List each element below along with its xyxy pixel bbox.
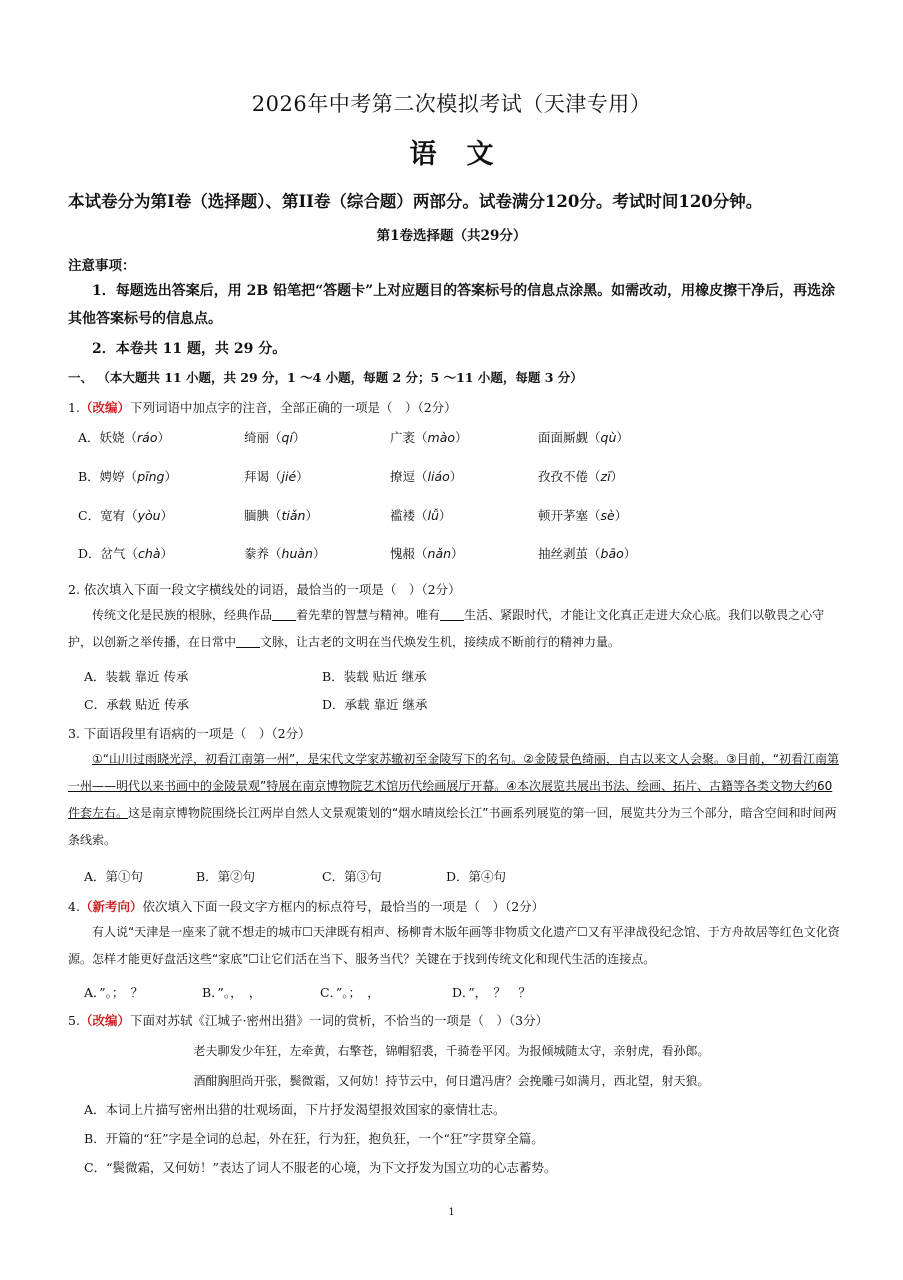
question-5-option-a: A．本词上片描写密州出猎的壮观场面，下片抒发渴望报效国家的豪情壮志。: [84, 1102, 506, 1117]
question-4-stem: 4.（新考向）依次填入下面一段文字方框内的标点符号，最恰当的一项是（ ）（2分）: [68, 899, 545, 914]
question-1-option-d-word-2: 豢养（huàn）: [244, 546, 326, 561]
question-1-option-d-word-1: D．岔气（chà）: [78, 546, 174, 561]
question-1-option-c-word-3: 褴褛（lǚ）: [390, 508, 452, 523]
question-2-option-a: A．装载 靠近 传承: [84, 669, 189, 684]
question-2-stem: 2. 依次填入下面一段文字横线处的词语，最恰当的一项是（ ）（2分）: [68, 582, 461, 597]
exam-intro: 本试卷分为第Ⅰ卷（选择题）、第II卷（综合题）两部分。试卷满分120分。考试时间120分钟。: [68, 192, 763, 211]
question-3-option-b: B．第②句: [196, 869, 256, 884]
pinyin: chà: [138, 546, 161, 561]
question-1-option-a-word-4: 面面厮觑（qù）: [538, 430, 629, 445]
question-3-stem: 3. 下面语段里有语病的一项是（ ）（2分）: [68, 726, 311, 741]
notes-heading: 注意事项：: [68, 258, 136, 274]
pinyin: qù: [600, 430, 617, 445]
question-1-option-c-word-4: 顿开茅塞（sè）: [538, 508, 628, 523]
pinyin: qí: [281, 430, 293, 445]
pinyin: jié: [281, 469, 297, 484]
pinyin: mào: [427, 430, 455, 445]
question-1-option-d-word-3: 愧赧（nǎn）: [390, 546, 464, 561]
question-3-option-a: A．第①句: [84, 869, 144, 884]
pinyin: yòu: [137, 508, 161, 523]
pinyin: ráo: [137, 430, 158, 445]
pinyin: lǚ: [427, 508, 439, 523]
subject-title: 语文: [409, 139, 524, 170]
question-3-option-d: D．第④句: [446, 869, 507, 884]
exam-title: 2026年中考第二次模拟考试（天津专用）: [251, 92, 652, 116]
question-4-option-d: D．”， ？ ？: [452, 985, 531, 1000]
question-1-option-b-word-2: 拜谒（jié）: [244, 469, 309, 484]
question-5-stem: 5.（改编）下面对苏轼《江城子·密州出猎》一词的赏析，不恰当的一项是（ ）（3分）: [68, 1013, 549, 1028]
poem-line-2: 酒酣胸胆尚开张，鬓微霜，又何妨！持节云中，何日遣冯唐？会挽雕弓如满月，西北望，射天狼。: [193, 1074, 710, 1088]
section-heading: 一、 （本大题共 11 小题，共 29 分，1 ～4 小题，每题 2 分；5 ～11 小题，每题 3 分）: [68, 370, 583, 385]
pinyin: liáo: [427, 469, 450, 484]
question-2-passage: 传统文化是民族的根脉，经典作品 着先辈的智慧与精神。唯有 生活、紧跟时代，才能让文化真正走进大众心底。我们以敬畏之心守护，以创新之举传播，在日常中 文脉，让古老的文明在当代焕发生机，接续成不断前行的精神力量。: [68, 608, 825, 649]
pinyin: nǎn: [427, 546, 452, 561]
poem-line-1: 老夫聊发少年狂，左牵黄，右擎苍，锦帽貂裘，千骑卷平冈。为报倾城随太守，亲射虎，看孙郎。: [193, 1044, 710, 1058]
question-1-option-a-word-2: 绮丽（qí）: [244, 430, 306, 445]
question-5-option-c: C．“鬓微霜，又何妨！”表达了词人不服老的心境，为下文抒发为国立功的心志蓄势。: [84, 1160, 557, 1175]
question-tag: （改编）: [79, 400, 130, 415]
question-4-option-a: A．”。； ？: [84, 985, 144, 1000]
question-4-passage: 有人说“天津是一座来了就不想走的城市☐天津既有相声、杨柳青木版年画等非物质文化遗产☐又有平津战役纪念馆、于方舟故居等红色文化资源。怎样才能更好盘活这些“家底”☐让它们活在当下、服务当代？关键在于找到传统文化和现代生活的连接点。: [68, 925, 840, 966]
page-number: 1: [448, 1207, 455, 1218]
question-4-option-c: C．”。； ，: [320, 985, 380, 1000]
pinyin: sè: [600, 508, 615, 523]
pinyin: zī: [600, 469, 611, 484]
pinyin: pīng: [137, 469, 165, 484]
question-tag: （新考向）: [79, 899, 143, 914]
pinyin: huàn: [281, 546, 313, 561]
question-1-option-b-word-4: 孜孜不倦（zī）: [538, 469, 624, 484]
question-1-option-d-word-4: 抽丝剥茧（bāo）: [538, 546, 637, 561]
question-4-option-b: B．”。， ，: [202, 985, 262, 1000]
question-3-passage: ①“山川过雨晓光浮，初看江南第一州”，是宋代文学家苏辙初至金陵写下的名句。②金陵景色绮丽，自古以来文人会聚。③目前，“初看江南第一州——明代以来书画中的金陵景观”特展在南京博物院艺术馆历代绘画展厅开幕。④本次展览共展出书法、绘画、拓片、古籍等各类文物大约60件套左右。这是南京博物院围绕长江两岸自然人文景观策划的“烟水晴岚绘长江”书画系列展览的第一回，展览共分为三个部分，暗含空间和时间两条线索。: [68, 752, 839, 847]
question-1-option-b-word-1: B．娉婷（pīng）: [78, 469, 177, 484]
pinyin: tiǎn: [281, 508, 306, 523]
question-1-stem: 1.（改编）下列词语中加点字的注音，全部正确的一项是（ ）（2分）: [68, 400, 457, 415]
pinyin: bāo: [600, 546, 624, 561]
question-1-option-c-word-2: 腼腆（tiǎn）: [244, 508, 318, 523]
question-1-option-a-word-1: A．妖娆（ráo）: [78, 430, 170, 445]
note-1: 1．每题选出答案后，用 2B 铅笔把“答题卡”上对应题目的答案标号的信息点涂黑。如需改动，用橡皮擦干净后，再选涂其他答案标号的信息点。: [68, 283, 836, 327]
question-1-option-b-word-3: 撩逗（liáo）: [390, 469, 463, 484]
question-2-option-b: B．装载 贴近 继承: [322, 669, 427, 684]
note-2: 2．本卷共 11 题，共 29 分。: [92, 341, 287, 357]
part1-title: 第1卷选择题（共29分）: [376, 228, 527, 244]
question-tag: （改编）: [79, 1013, 130, 1028]
question-1-option-a-word-3: 广袤（mào）: [390, 430, 468, 445]
question-1-option-c-word-1: C．宽宥（yòu）: [78, 508, 174, 523]
question-5-option-b: B．开篇的“狂”字是全词的总起，外在狂，行为狂，抱负狂，一个“狂”字贯穿全篇。: [84, 1131, 544, 1146]
question-2-option-d: D．承载 靠近 继承: [322, 697, 428, 712]
question-2-option-c: C．承载 贴近 传承: [84, 697, 190, 712]
question-3-option-c: C．第③句: [322, 869, 382, 884]
